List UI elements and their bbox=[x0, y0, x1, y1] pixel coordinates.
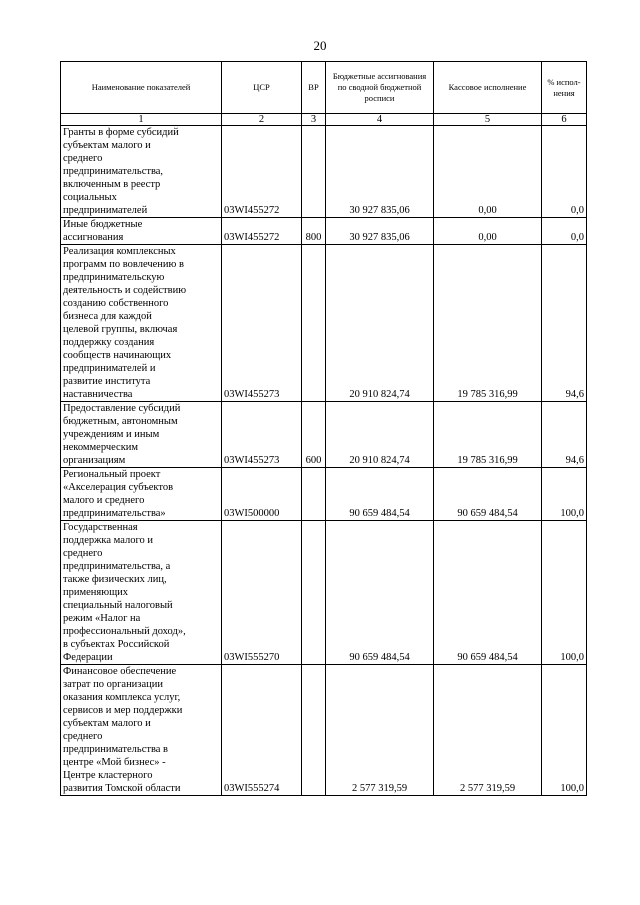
row-cash-amount: 0,00 bbox=[434, 218, 542, 245]
row-indicator-name: Финансовое обеспечение затрат по организации оказания комплекса услуг, сервисов и мер поддержки субъектам малого и среднего предпринимательства в центре «Мой бизнес» - Центре кластерного развития Томской области bbox=[61, 665, 222, 796]
row-indicator-name: Региональный проект «Акселерация субъектов малого и среднего предпринимательства» bbox=[61, 468, 222, 521]
row-budget-amount: 20 910 824,74 bbox=[326, 402, 434, 468]
row-budget-amount: 90 659 484,54 bbox=[326, 521, 434, 665]
row-indicator-name: Иные бюджетные ассигнования bbox=[61, 218, 222, 245]
row-execution-percent: 0,0 bbox=[542, 218, 587, 245]
row-vr-code bbox=[302, 521, 326, 665]
header-indicator-name: Наименование показателей bbox=[61, 62, 222, 114]
table-row bbox=[61, 245, 587, 402]
header-cash-execution: Кассовое исполнение bbox=[434, 62, 542, 114]
row-budget-amount: 90 659 484,54 bbox=[326, 468, 434, 521]
row-csr-code: 03WI455272 bbox=[222, 218, 302, 245]
row-indicator-name: Предоставление субсидий бюджетным, автономным учреждениям и иным некоммерческим организациям bbox=[61, 402, 222, 468]
page-number: 20 bbox=[313, 38, 327, 53]
row-indicator-name: Гранты в форме субсидий субъектам малого и среднего предпринимательства, включенным в реестр социальных предпринимателей bbox=[61, 126, 222, 218]
row-vr-code: 600 bbox=[302, 402, 326, 468]
row-execution-percent: 94,6 bbox=[542, 245, 587, 402]
row-csr-code: 03WI555274 bbox=[222, 665, 302, 796]
row-cash-amount: 19 785 316,99 bbox=[434, 402, 542, 468]
header-budget-allocations: Бюджетные ассигнования по сводной бюджетной росписи bbox=[326, 62, 434, 114]
row-execution-percent: 100,0 bbox=[542, 468, 587, 521]
row-budget-amount: 30 927 835,06 bbox=[326, 126, 434, 218]
row-vr-code bbox=[302, 665, 326, 796]
row-indicator-name: Государственная поддержка малого и среднего предпринимательства, а также физических лиц, применяющих специальный налоговый режим «Налог на профессиональный доход», в субъектах Российской Федерации bbox=[61, 521, 222, 665]
table-row bbox=[61, 521, 587, 665]
row-budget-amount: 30 927 835,06 bbox=[326, 218, 434, 245]
column-number: 4 bbox=[326, 114, 434, 126]
table-row bbox=[61, 665, 587, 796]
row-execution-percent: 0,0 bbox=[542, 126, 587, 218]
table-row bbox=[61, 468, 587, 521]
table-row bbox=[61, 126, 587, 218]
row-vr-code bbox=[302, 468, 326, 521]
column-number: 2 bbox=[222, 114, 302, 126]
row-execution-percent: 94,6 bbox=[542, 402, 587, 468]
row-vr-code: 800 bbox=[302, 218, 326, 245]
row-cash-amount: 19 785 316,99 bbox=[434, 245, 542, 402]
row-csr-code: 03WI500000 bbox=[222, 468, 302, 521]
header-vr: ВР bbox=[302, 62, 326, 114]
row-cash-amount: 0,00 bbox=[434, 126, 542, 218]
column-number-row bbox=[61, 114, 587, 126]
header-csr: ЦСР bbox=[222, 62, 302, 114]
column-number: 1 bbox=[61, 114, 222, 126]
row-indicator-name: Реализация комплексных программ по вовлечению в предпринимательскую деятельность и содействию созданию собственного бизнеса для каждой целевой группы, включая поддержку создания сообществ начинающих предпринимателей и развитие института наставничества bbox=[61, 245, 222, 402]
row-csr-code: 03WI555270 bbox=[222, 521, 302, 665]
row-budget-amount: 20 910 824,74 bbox=[326, 245, 434, 402]
table-row bbox=[61, 402, 587, 468]
row-execution-percent: 100,0 bbox=[542, 521, 587, 665]
row-csr-code: 03WI455273 bbox=[222, 402, 302, 468]
header-row bbox=[61, 62, 587, 114]
budget-execution-table bbox=[60, 61, 587, 796]
row-budget-amount: 2 577 319,59 bbox=[326, 665, 434, 796]
row-cash-amount: 90 659 484,54 bbox=[434, 468, 542, 521]
row-execution-percent: 100,0 bbox=[542, 665, 587, 796]
row-csr-code: 03WI455273 bbox=[222, 245, 302, 402]
column-number: 3 bbox=[302, 114, 326, 126]
row-csr-code: 03WI455272 bbox=[222, 126, 302, 218]
column-number: 5 bbox=[434, 114, 542, 126]
column-number: 6 bbox=[542, 114, 587, 126]
table-row bbox=[61, 218, 587, 245]
row-vr-code bbox=[302, 126, 326, 218]
row-cash-amount: 2 577 319,59 bbox=[434, 665, 542, 796]
header-execution-percent: % испол-нения bbox=[542, 62, 587, 114]
row-vr-code bbox=[302, 245, 326, 402]
row-cash-amount: 90 659 484,54 bbox=[434, 521, 542, 665]
